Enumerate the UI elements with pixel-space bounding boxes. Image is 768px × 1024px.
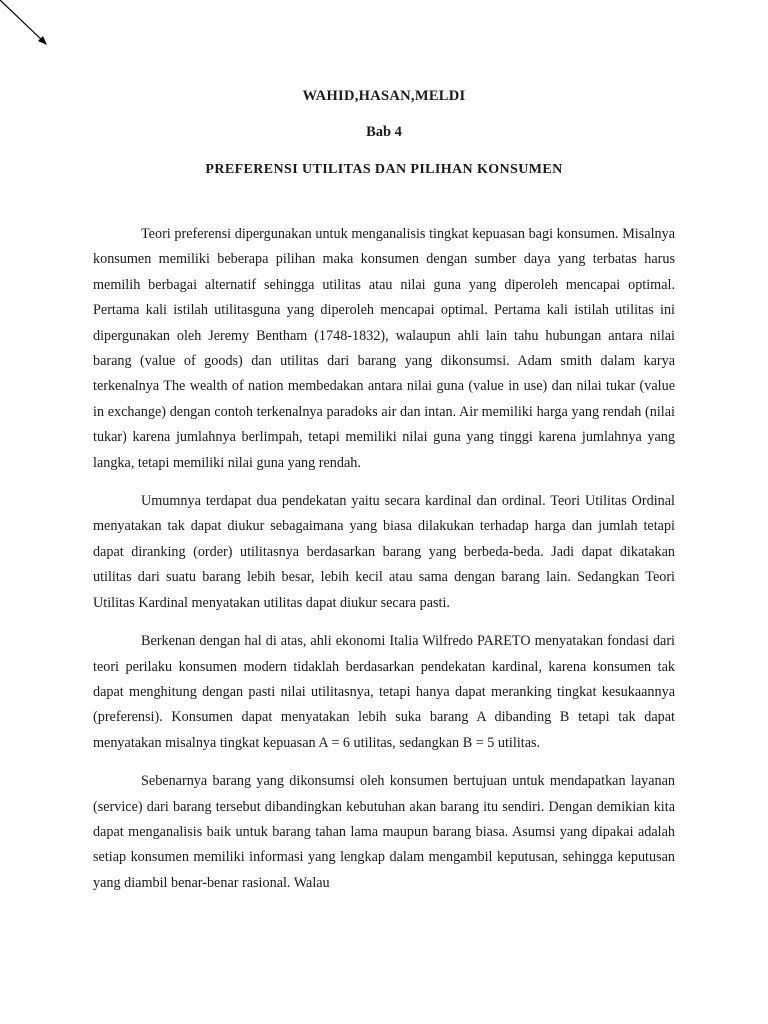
paragraph-3: Berkenan dengan hal di atas, ahli ekonomi Italia Wilfredo PARETO menyatakan fondasi dari teori perilaku konsumen modern tidaklah berdasarkan pendekatan kardinal, karena konsumen tak dapat menghitung dengan pasti nilai utilitasnya, tetapi hanya dapat meranking tingkat kesukaannya (preferensi). Konsumen dapat menyatakan lebih suka barang A dibanding B tetapi tak dapat menyatakan misalnya tingkat kepuasan A = 6 utilitas, sedangkan B = 5 utilitas. xyxy=(93,633,675,751)
document-authors: WAHID,HASAN,MELDI xyxy=(302,88,466,104)
document-title: PREFERENSI UTILITAS DAN PILIHAN KONSUMEN xyxy=(205,162,563,177)
diagonal-arrow-icon xyxy=(0,0,52,48)
document-body xyxy=(93,222,675,909)
paragraph-2: Umumnya terdapat dua pendekatan yaitu secara kardinal dan ordinal. Teori Utilitas Ordinal menyatakan tak dapat diukur sebagaimana yang biasa dilakukan terhadap harga dan jumlah tetapi dapat diranking (order) utilitasnya berdasarkan barang yang berbeda-beda. Jadi dapat dikatakan utilitas dari suatu barang lebih besar, lebih kecil atau sama dengan barang lain. Sedangkan Teori Utilitas Kardinal menyatakan utilitas dapat diukur secara pasti. xyxy=(93,493,675,611)
paragraph-4: Sebenarnya barang yang dikonsumsi oleh konsumen bertujuan untuk mendapatkan layanan (service) dari barang tersebut dibandingkan kebutuhan akan barang itu sendiri. Dengan demikian kita dapat menganalisis baik untuk barang tahan lama maupun barang biasa. Asumsi yang dipakai adalah setiap konsumen memiliki informasi yang lengkap dalam mengambil keputusan, sehingga keputusan yang diambil benar-benar rasional. Walau xyxy=(93,773,675,891)
paragraph-1: Teori preferensi dipergunakan untuk menganalisis tingkat kepuasan bagi konsumen. Misalnya konsumen memiliki beberapa pilihan maka konsumen dengan sumber daya yang terbatas harus memilih berbagai alternatif sehingga utilitas atau nilai guna yang diperoleh mencapai optimal. Pertama kali istilah utilitasguna yang diperoleh mencapai optimal. Pertama kali istilah utilitas ini dipergunakan oleh Jeremy Bentham (1748-1832), walaupun ahli lain tahu hubungan antara nilai barang (value of goods) dan utilitas dari barang yang dikonsumsi. Adam smith dalam karya terkenalnya The wealth of nation membedakan antara nilai guna (value in use) dan nilai tukar (value in exchange) dengan contoh terkenalnya paradoks air dan intan. Air memiliki harga yang rendah (nilai tukar) karena jumlahnya berlimpah, tetapi memiliki nilai guna yang tinggi karena jumlahnya yang langka, tetapi memiliki nilai guna yang rendah. xyxy=(93,226,675,471)
chapter-heading: Bab 4 xyxy=(366,124,402,140)
